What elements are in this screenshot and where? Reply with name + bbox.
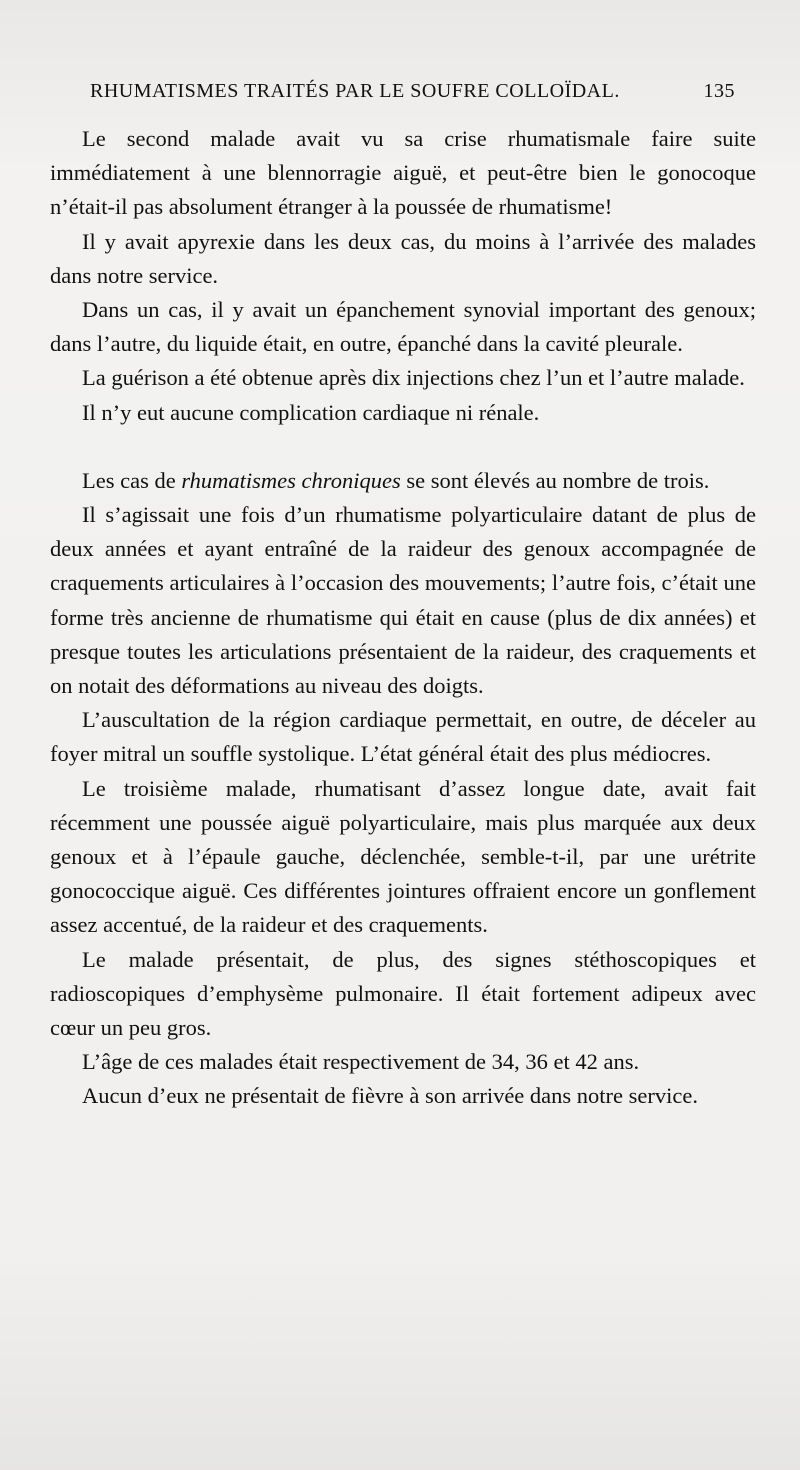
intro-italic-term: rhumatismes chroniques	[181, 467, 401, 493]
paragraph: L’âge de ces malades était respectivement de 34, 36 et 42 ans.	[82, 1049, 640, 1075]
paragraph-chronic-intro	[50, 464, 756, 498]
body-text	[50, 122, 756, 1114]
paragraph: La guérison a été obtenue après dix injections chez l’un et l’autre malade.	[82, 365, 745, 391]
paragraph: Il y avait apyrexie dans les deux cas, du moins à l’arrivée des malades dans notre service.	[50, 228, 756, 288]
intro-text-start: Les cas de	[82, 467, 182, 493]
paragraph: Le second malade avait vu sa crise rhumatismale faire suite immédiatement à une blennorragie aiguë, et peut-être bien le gonocoque n’était-il pas absolument étranger à la poussée de rhumatisme!	[50, 126, 756, 220]
paragraph: Il s’agissait une fois d’un rhumatisme polyarticulaire datant de plus de deux années et ayant entraîné de la raideur des genoux accompagnée de craquements articulaires à l’occasion des mouvements; l’autre fois, c’était une forme très ancienne de rhumatisme qui était en cause (plus de dix années) et presque toutes les articulations présentaient de la raideur, des craquements et on notait des déformations au niveau des doigts.	[50, 502, 756, 699]
section-gap	[50, 430, 756, 464]
paragraph: Le troisième malade, rhumatisant d’assez longue date, avait fait récemment une poussée aiguë polyarticulaire, mais plus marquée aux deux genoux et à l’épaule gauche, déclenchée, semble-t-il, par une urétrite gonococcique aiguë. Ces différentes jointures offraient encore un gonflement assez accentué, de la raideur et des craquements.	[50, 775, 756, 938]
paragraph: Le malade présentait, de plus, des signes stéthoscopiques et radioscopiques d’emphysème pulmonaire. Il était fortement adipeux avec cœur un peu gros.	[50, 946, 756, 1041]
paragraph: Dans un cas, il y avait un épanchement synovial important des genoux; dans l’autre, du liquide était, en outre, épanché dans la cavité pleurale.	[50, 297, 756, 357]
running-title: RHUMATISMES TRAITÉS PAR LE SOUFRE COLLOÏDAL.	[90, 80, 620, 102]
paragraph: Aucun d’eux ne présentait de fièvre à son arrivée dans notre service.	[82, 1083, 698, 1109]
paragraph: Il n’y eut aucune complication cardiaque ni rénale.	[82, 399, 540, 425]
page-number: 135	[703, 80, 735, 102]
running-header	[90, 80, 735, 103]
paragraph: L’auscultation de la région cardiaque permettait, en outre, de déceler au foyer mitral un souffle systolique. L’état général était des plus médiocres.	[50, 707, 756, 767]
intro-text-end: se sont élevés au nombre de trois.	[400, 467, 710, 493]
